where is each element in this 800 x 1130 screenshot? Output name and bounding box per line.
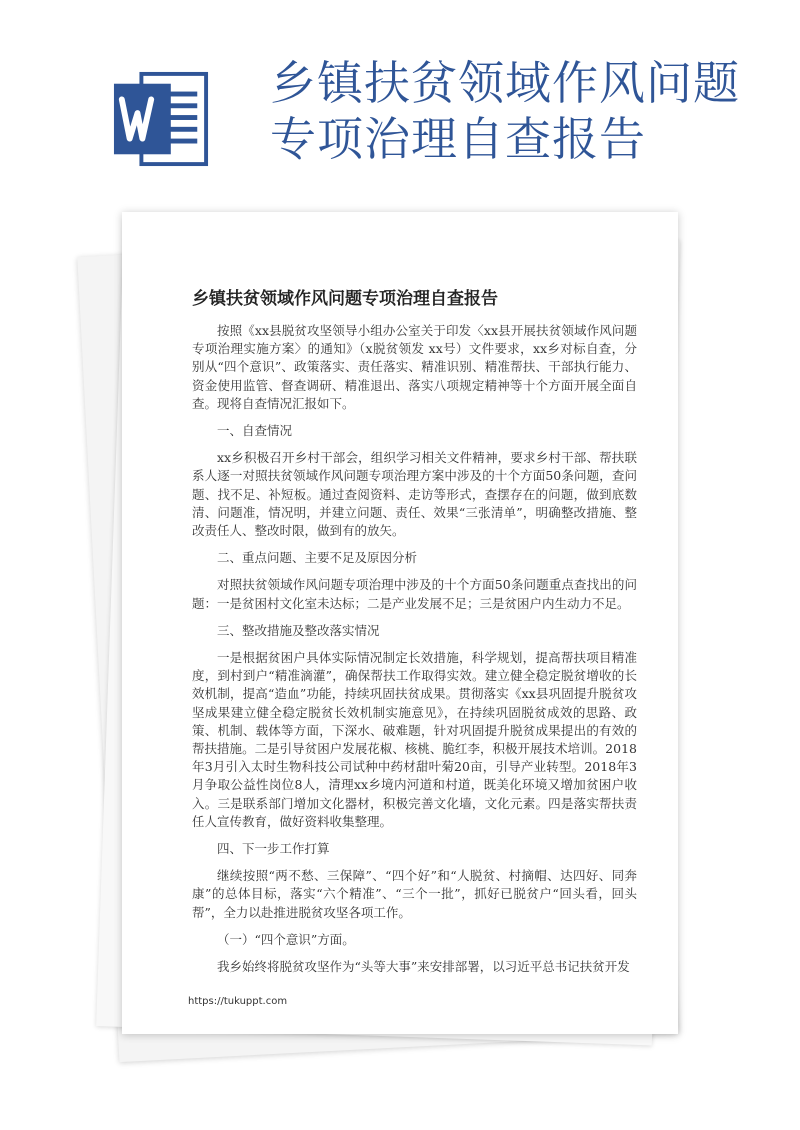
section-1-paragraph: xx乡积极召开乡村干部会，组织学习相关文件精神，要求乡村干部、帮扶联系人逐一对照扶贫领域作风问题专项治理方案中涉及的十个方面50条问题，查问题、找不足、补短板。通过查阅资料、走访等形式，查摆存在的问题，做到底数清、问题准，情况明，并建立问题、责任、效果“三张清单”，明确整改措施、整改责任人、整改时限，做到有的放矢。 [192,450,637,539]
word-document-icon [112,70,210,168]
section-heading-1: 一、自查情况 [217,423,293,439]
banner-title-line1: 乡镇扶贫领域作风问题 [270,56,740,110]
section-heading-2: 二、重点问题、主要不足及原因分析 [217,550,418,566]
document-page [122,212,678,1034]
document-body [192,322,637,985]
section-2-paragraph: 对照扶贫领域作风问题专项治理中涉及的十个方面50条问题重点查找出的问题：一是贫困村文化室未达标；二是产业发展不足；三是贫困户内生动力不足。 [192,577,637,611]
banner [0,0,800,200]
intro-paragraph: 按照《xx县脱贫攻坚领导小组办公室关于印发〈xx县开展扶贫领域作风问题专项治理实施方案〉的通知》（x脱贫领发 xx号）文件要求，xx乡对标自查，分别从“四个意识”、政策落实、责任落实、精准识别、精准帮扶、干部执行能力、资金使用监管、督查调研、精准退出、落实八项规定精神等十个方面开展全面自查。现将自查情况汇报如下。 [192,323,637,411]
subsection-heading: （一）“四个意识”方面。 [217,931,355,947]
banner-title [270,55,790,167]
footer-url: https://tukuppt.com [188,996,288,1007]
section-heading-3: 三、整改措施及整改落实情况 [217,622,380,638]
banner-title-line2: 专项治理自查报告 [270,112,646,166]
section-3-paragraph: 一是根据贫困户具体实际情况制定长效措施，科学规划，提高帮扶项目精准度，到村到户“精准滴灌”，确保帮扶工作取得实效。建立健全稳定脱贫增收的长效机制，提高“造血”功能，持续巩固扶贫成果。贯彻落实《xx县巩固提升脱贫攻坚成果建立健全稳定脱贫长效机制实施意见》，在持续巩固脱贫成效的思路、政策、机制、载体等方面，下深水、破难题，针对巩固提升脱贫成果提出的有效的帮扶措施。二是引导贫困户发展花椒、核桃、脆红李，积极开展技术培训。2018年3月引入太时生物科技公司试种中药材甜叶菊20亩，引导产业转型。2018年3月争取公益性岗位8人，清理xx乡境内河道和村道，既美化环境又增加贫困户收入。三是联系部门增加文化器材，积极完善文化墙，文化元素。四是落实帮扶责任人宣传教育，做好资料收集整理。 [192,650,637,829]
section-heading-4: 四、下一步工作打算 [217,841,330,857]
subsection-paragraph: 我乡始终将脱贫攻坚作为“头等大事”来安排部署，以习近平总书记扶贫开发 [217,959,630,975]
document-title: 乡镇扶贫领域作风问题专项治理自查报告 [192,289,498,309]
section-4-paragraph: 继续按照“两不愁、三保障”、“四个好”和“人脱贫、村摘帽、达四好、同奔康”的总体目标，落实“六个精准”、“三个一批”，抓好已脱贫户“回头看，回头帮”，全力以赴推进脱贫攻坚各项工作。 [192,868,637,920]
